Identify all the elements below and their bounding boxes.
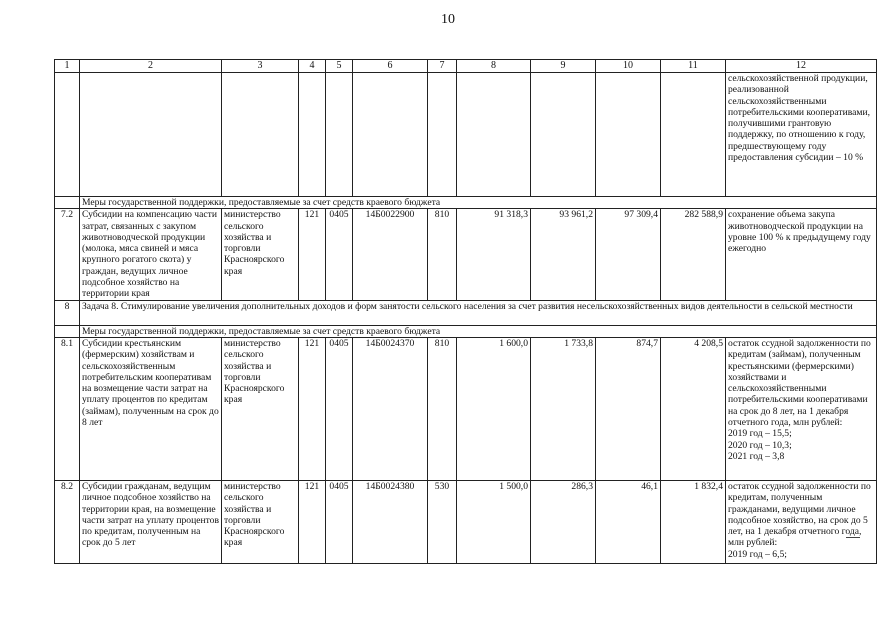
code-rzpr: 0405 [326,209,353,300]
col-header-2: 2 [80,60,222,73]
page-number: 10 [441,12,455,27]
col-header-10: 10 [596,60,661,73]
code-vr: 810 [428,337,457,480]
task-title: Задача 8. Стимулирование увеличения дополнительных доходов и форм занятости сельского населения за счет развития несельскохозяйственных видов деятельности в сельской местности [80,300,877,325]
task-number: 8 [55,300,80,325]
code-vr: 810 [428,209,457,300]
expected-result [726,480,877,563]
expected-result-year: 2019 год – 15,5; [728,428,792,440]
expected-result [726,337,877,480]
program-measures-table [54,59,877,564]
responsible-org: министерство сельского хозяйства и торговли Красноярского края [222,480,299,563]
col-header-9: 9 [531,60,596,73]
measure-name: Субсидии гражданам, ведущим личное подсобное хозяйство на территории края, на возмещение части затрат на уплату процентов по кредитам, полученным на срок до 5 лет [80,480,222,563]
col-header-6: 6 [353,60,428,73]
amount-year-2: 1 733,8 [531,337,596,480]
amount-year-3: 97 309,4 [596,209,661,300]
amount-year-2: 93 961,2 [531,209,596,300]
measure-name: Субсидии крестьянским (фермерским) хозяйствам и сельскохозяйственным потребительским кооперативам на возмещение части затрат на уплату процентов по кредитам (займам), полученным на срок до 8 лет [80,337,222,480]
amount-year-1: 1 500,0 [457,480,531,563]
section-row [55,325,877,337]
expected-result-year: 2021 год – 3,8 [728,450,785,462]
responsible-org: министерство сельского хозяйства и торговли Красноярского края [222,209,299,300]
col-header-3: 3 [222,60,299,73]
col-header-12: 12 [726,60,877,73]
expected-result-text: остаток ссудной задолженности по кредитам (займам), полученным крестьянскими (фермерскими) хозяйствами и сельскохозяйственными потребительскими кооперативами на срок до 8 лет, на 1 декабря отчетного года, млн рублей: [728,337,871,429]
section-title: Меры государственной поддержки, предоставляемые за счет средств краевого бюджета [80,325,877,337]
task-row-8 [55,300,877,325]
continued-indicator-cell: сельскохозяйственной продукции, реализованной сельскохозяйственными потребительскими кооперативами, получившими грантовую поддержку, по отношению к году, предшествующему году предоставления субсидии – 10 % [726,73,877,197]
amount-year-1: 1 600,0 [457,337,531,480]
row-number: 8.2 [55,480,80,563]
code-vr: 530 [428,480,457,563]
row-number: 8.1 [55,337,80,480]
col-header-1: 1 [55,60,80,73]
column-numbers-row [55,60,877,73]
col-header-7: 7 [428,60,457,73]
amount-total: 282 588,9 [661,209,726,300]
section-row [55,197,877,209]
code-csr: 14Б0022900 [353,209,428,300]
table-row-8-2 [55,480,877,563]
code-csr: 14Б0024380 [353,480,428,563]
responsible-org: министерство сельского хозяйства и торговли Красноярского края [222,337,299,480]
amount-year-1: 91 318,3 [457,209,531,300]
amount-year-2: 286,3 [531,480,596,563]
code-grbs: 121 [299,480,326,563]
col-header-5: 5 [326,60,353,73]
row-number: 7.2 [55,209,80,300]
amount-year-3: 874,7 [596,337,661,480]
expected-result-year: 2020 год – 10,3; [728,439,792,451]
col-header-4: 4 [299,60,326,73]
table-row-7-2 [55,209,877,300]
code-grbs: 121 [299,209,326,300]
code-csr: 14Б0024370 [353,337,428,480]
expected-result-text: остаток ссудной задолженности по кредитам, полученным гражданами, ведущими личное подсобное хозяйство, на срок до 5 лет, на 1 декабря отчетного года, млн рублей: [728,480,871,549]
amount-year-3: 46,1 [596,480,661,563]
code-rzpr: 0405 [326,337,353,480]
amount-total: 4 208,5 [661,337,726,480]
col-header-8: 8 [457,60,531,73]
expected-result-year: 2019 год – 6,5; [728,548,787,560]
measure-name: Субсидии на компенсацию части затрат, связанных с закупом животноводческой продукции (молока, мяса свиней и мяса крупного рогатого скота) у граждан, ведущих личное подсобное хозяйство на территории края [80,209,222,300]
expected-result: сохранение объема закупа животноводческой продукции на уровне 100 % к предыдущему году ежегодно [726,209,877,300]
scan-mark [846,537,860,538]
section-title: Меры государственной поддержки, предоставляемые за счет средств краевого бюджета [80,197,877,209]
table-row-8-1 [55,337,877,480]
code-rzpr: 0405 [326,480,353,563]
table-row-continued [55,73,877,197]
col-header-11: 11 [661,60,726,73]
amount-total: 1 832,4 [661,480,726,563]
code-grbs: 121 [299,337,326,480]
